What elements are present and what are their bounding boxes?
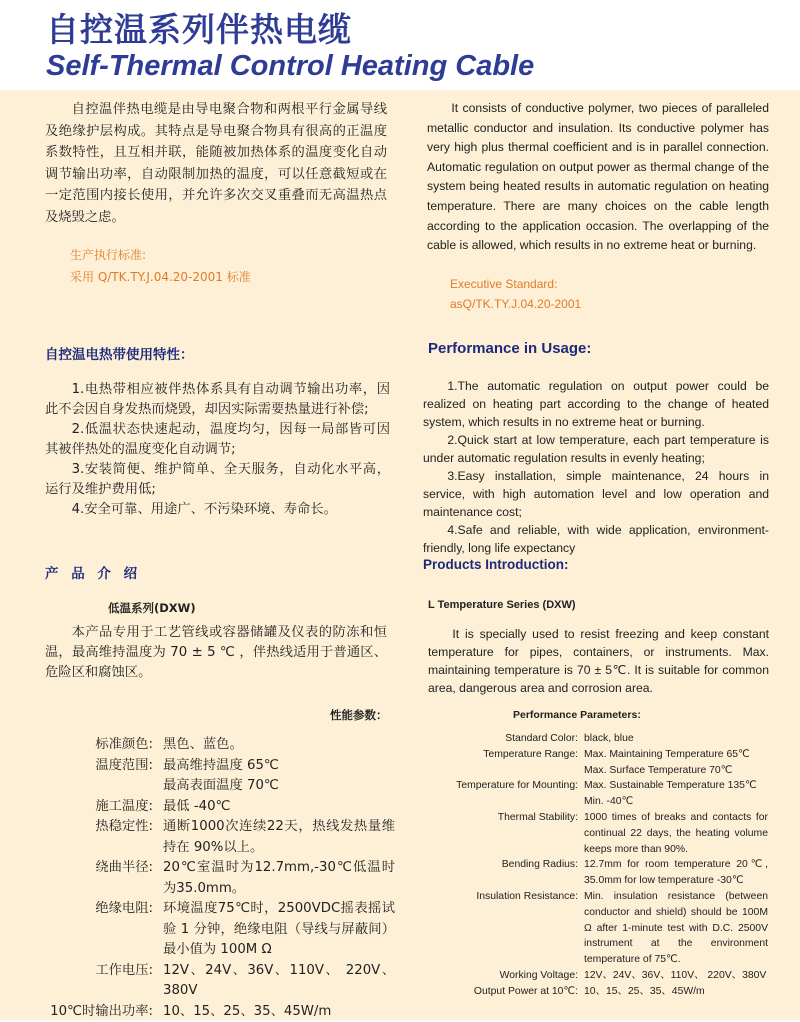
param-value: Max. Maintaining Temperature 65℃ Max. Surface Temperature 70℃ — [584, 747, 768, 779]
product-desc-cn: 本产品专用于工艺管线或容器储罐及仪表的防冻和恒温，最高维持温度为 70 ± 5 ℃ ，伴热线适用于普通区、危险区和腐蚀区。 — [45, 623, 387, 683]
standard-en-label: Executive Standard: — [450, 274, 581, 294]
standard-cn-label: 生产执行标准: — [70, 244, 251, 266]
param-value: 通断1000次连续22天，热线发热量维持在 90%以上。 — [163, 817, 395, 858]
usage-item-en: 3.Easy installation, simple maintenance, 24 hours in service, with high automation level and low operation and maintenance cost; — [423, 467, 769, 521]
products-heading-cn: 产 品 介 绍 — [45, 562, 141, 582]
param-label: 绕曲半径: — [40, 858, 153, 899]
usage-item-cn: 3.安装简便、维护简单、全天服务，自动化水平高，运行及维护费用低; — [45, 460, 390, 500]
param-value: 最高维持温度 65℃ 最高表面温度 70℃ — [163, 756, 395, 797]
param-value: Max. Sustainable Temperature 135℃ Min. -40℃ — [584, 778, 768, 810]
standard-cn — [70, 244, 251, 288]
usage-item-cn: 2.低温状态快速起动，温度均匀，因每一局部皆可因其被伴热处的温度变化自动调节; — [45, 420, 390, 460]
param-label: Temperature for Mounting: — [440, 778, 578, 810]
param-value: 20℃室温时为12.7mm,-30℃低温时为35.0mm。 — [163, 858, 395, 899]
param-label: Bending Radius: — [440, 857, 578, 889]
usage-heading-en: Performance in Usage: — [428, 340, 591, 357]
param-label: Thermal Stability: — [440, 810, 578, 857]
param-value: 1000 times of breaks and contacts for continual 22 days, the heating volume keeps more than 90%. — [584, 810, 768, 857]
param-label: Output Power at 10℃: — [440, 984, 578, 1000]
series-cn: 低温系列(DXW) — [108, 600, 196, 616]
param-value: 环境温度75℃时，2500VDC摇表摇试验 1 分钟，绝缘电阻（导线与屏蔽间）最小值为 100M Ω — [163, 899, 395, 961]
param-label: 热稳定性: — [40, 817, 153, 858]
title-chinese: 自控温系列伴热电缆 — [46, 4, 352, 51]
param-value: 12.7mm for room temperature 20℃, 35.0mm for low temperature -30℃ — [584, 857, 768, 889]
param-label: Working Voltage: — [440, 968, 578, 984]
intro-en: It consists of conductive polymer, two pieces of paralleled metallic conductor and insulation. Its conductive polymer has very high plus thermal coefficient and is in parallel connection. Automatic regulation on output power as thermal change of the system being heated results in automatic regulation on heating temperature. There are many choices on the cable length according to the application occasion. The overlapping of the cable is allowed, which results in no extreme heat or burning. — [427, 99, 769, 256]
param-label: 标准颜色: — [40, 735, 153, 756]
params-heading-cn: 性能参数： — [330, 707, 388, 723]
param-label: 10℃时输出功率: — [40, 1002, 153, 1022]
usage-item-en: 1.The automatic regulation on output power could be realized on heating part according to the change of heated system, which results in no extreme heat or burning. — [423, 377, 769, 431]
params-table-cn — [40, 735, 390, 1022]
params-heading-en: Performance Parameters: — [513, 709, 641, 721]
param-value: 最低 -40℃ — [163, 797, 395, 818]
param-label: Insulation Resistance: — [440, 889, 578, 968]
usage-item-en: 2.Quick start at low temperature, each part temperature is under automatic regulation results in evenly heating; — [423, 431, 769, 467]
param-value: Min. insulation resistance (between conductor and shield) should be 100M Ω after 1-minute test with D.C. 2500V instrument at the environment temperature of 75℃. — [584, 889, 768, 968]
param-value: 黑色、蓝色。 — [163, 735, 395, 756]
param-label: 施工温度: — [40, 797, 153, 818]
products-heading-en: Products Introduction: — [423, 557, 569, 572]
usage-list-en — [423, 377, 769, 557]
param-label: 温度范围: — [40, 756, 153, 797]
param-value: 12V、24V、36V、110V、 220V、380V — [584, 968, 768, 984]
param-label: 工作电压: — [40, 961, 153, 1002]
usage-heading-cn: 自控温电热带使用特性： — [45, 343, 194, 363]
usage-item-en: 4.Safe and reliable, with wide application, environment-friendly, long life expectancy — [423, 521, 769, 557]
params-table-en — [440, 731, 775, 1000]
param-value: black, blue — [584, 731, 768, 747]
param-label: Standard Color: — [440, 731, 578, 747]
standard-en-value: asQ/TK.TY.J.04.20-2001 — [450, 294, 581, 314]
param-value: 10、15、25、35、45W/m — [163, 1002, 395, 1022]
usage-item-cn: 4.安全可靠、用途广、不污染环境、寿命长。 — [45, 500, 390, 520]
standard-en — [450, 274, 581, 314]
standard-cn-value: 采用 Q/TK.TY.J.04.20-2001 标准 — [70, 266, 251, 288]
param-value: 12V、24V、36V、110V、 220V、380V — [163, 961, 395, 1002]
usage-list-cn — [45, 380, 390, 520]
param-label: Temperature Range: — [440, 747, 578, 779]
intro-cn: 自控温伴热电缆是由导电聚合物和两根平行金属导线及绝缘护层构成。其特点是导电聚合物具有很高的正温度系数特性，且互相并联，能随被加热体系的温度变化自动调节输出功率，自动限制加热的温度，可以任意截短或在一定范围内接长使用，并允许多次交叉重叠而无高温热点及烧毁之虑。 — [45, 99, 387, 228]
param-label: 绝缘电阻: — [40, 899, 153, 961]
series-en: L Temperature Series (DXW) — [428, 599, 576, 611]
usage-item-cn: 1.电热带相应被伴热体系具有自动调节输出功率，因此不会因自身发热而烧毁，却因实际需要热量进行补偿; — [45, 380, 390, 420]
title-english: Self-Thermal Control Heating Cable — [46, 50, 534, 83]
product-desc-en: It is specially used to resist freezing and keep constant temperature for pipes, containers, or instruments. Max. maintaining temperature is 70 ± 5℃. It is suitable for common area, dangerous area and corrosion area. — [428, 625, 769, 697]
param-value: 10、15、25、35、45W/m — [584, 984, 768, 1000]
